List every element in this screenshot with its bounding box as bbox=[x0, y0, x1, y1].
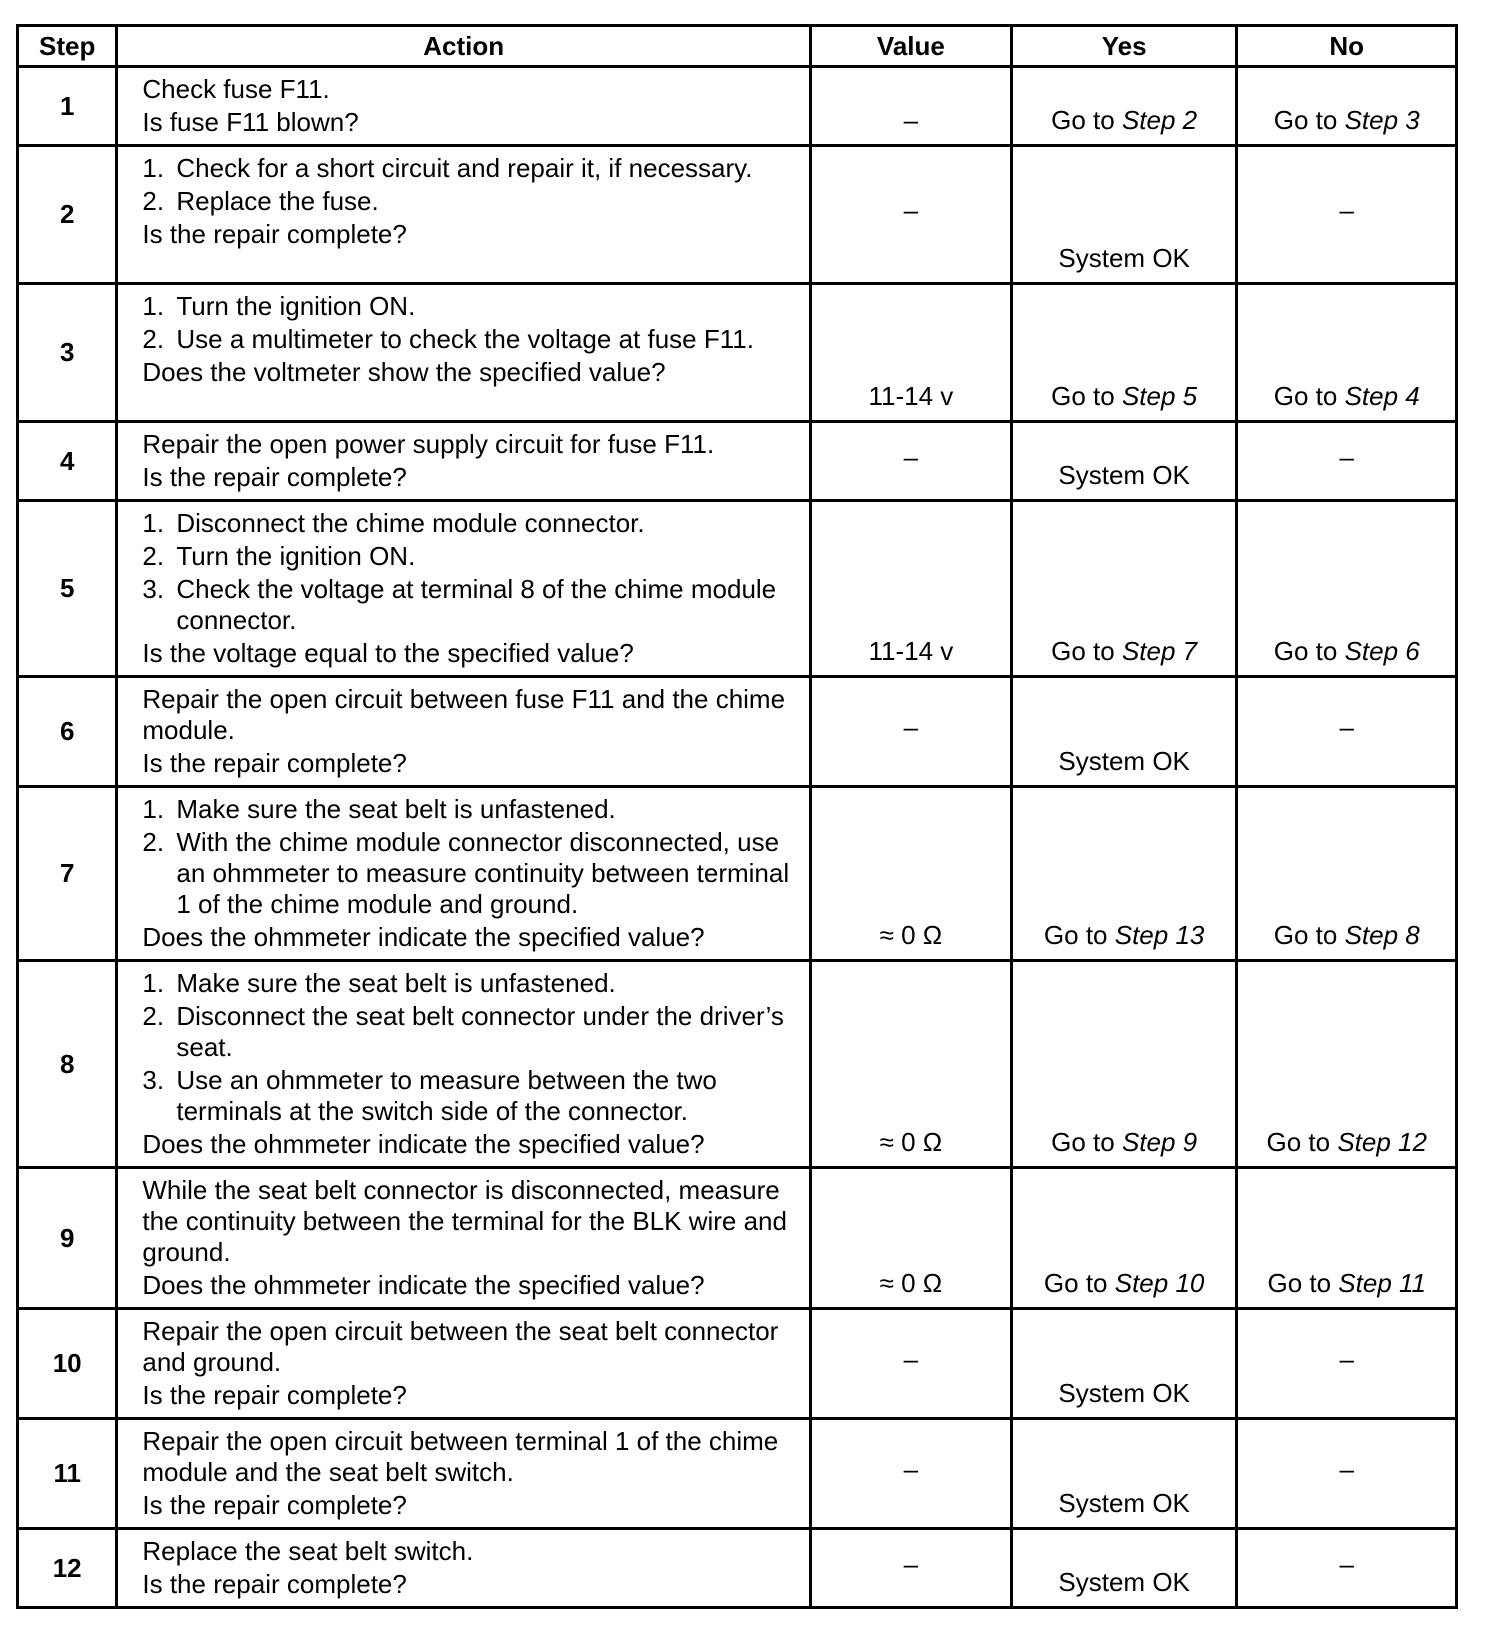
action-text: Repair the open circuit between fuse F11 and the chime module. bbox=[142, 684, 786, 745]
action-question: Does the ohmmeter indicate the specified value? bbox=[142, 1270, 705, 1300]
action-text: Check fuse F11. bbox=[142, 74, 330, 104]
action-numbered-item: 3. Check the voltage at terminal 8 of the chime module connector. bbox=[142, 574, 777, 635]
no-cell: – bbox=[1237, 1529, 1457, 1608]
table-row bbox=[18, 961, 1457, 1168]
value-cell: 11-14 v bbox=[810, 501, 1011, 677]
no-cell: – bbox=[1237, 422, 1457, 501]
step-reference: Step 12 bbox=[1337, 1127, 1427, 1157]
step-number: 2 bbox=[18, 146, 117, 284]
step-reference: Step 8 bbox=[1344, 920, 1420, 950]
yes-cell: Go to Step 7 bbox=[1011, 501, 1237, 677]
step-reference: Step 11 bbox=[1338, 1268, 1426, 1298]
item-number: 3. bbox=[142, 574, 165, 604]
action-numbered-item: 1. Make sure the seat belt is unfastened. bbox=[142, 968, 616, 998]
yes-cell: System OK bbox=[1011, 1419, 1237, 1529]
table-row bbox=[18, 677, 1457, 787]
action-question: Is the repair complete? bbox=[142, 462, 407, 492]
action-question: Is the repair complete? bbox=[142, 1490, 407, 1520]
value-cell: – bbox=[810, 422, 1011, 501]
no-cell: Go to Step 6 bbox=[1237, 501, 1457, 677]
header-no: No bbox=[1237, 26, 1457, 67]
yes-cell: System OK bbox=[1011, 422, 1237, 501]
action-numbered-item: 3. Use an ohmmeter to measure between the two terminals at the switch side of the connector. bbox=[142, 1065, 717, 1126]
value-cell: – bbox=[810, 1419, 1011, 1529]
item-number: 1. bbox=[142, 794, 165, 824]
no-cell: – bbox=[1237, 146, 1457, 284]
yes-cell: Go to Step 5 bbox=[1011, 284, 1237, 422]
action-question: Is the repair complete? bbox=[142, 1569, 407, 1599]
step-number: 6 bbox=[18, 677, 117, 787]
step-reference: Step 6 bbox=[1344, 636, 1420, 666]
item-number: 2. bbox=[142, 1001, 165, 1031]
item-number: 2. bbox=[142, 827, 165, 857]
value-cell: ≈ 0 Ω bbox=[810, 961, 1011, 1168]
table-row bbox=[18, 422, 1457, 501]
action-numbered-item: 1. Check for a short circuit and repair it, if necessary. bbox=[142, 153, 753, 183]
step-reference: Step 3 bbox=[1344, 105, 1420, 135]
action-cell bbox=[117, 677, 811, 787]
action-question: Does the ohmmeter indicate the specified value? bbox=[142, 1129, 705, 1159]
value-cell: – bbox=[810, 67, 1011, 146]
step-reference: Step 7 bbox=[1121, 636, 1198, 666]
item-number: 1. bbox=[142, 968, 165, 998]
step-reference: Step 5 bbox=[1121, 381, 1198, 411]
step-number: 9 bbox=[18, 1168, 117, 1309]
yes-cell: Go to Step 10 bbox=[1011, 1168, 1237, 1309]
item-number: 2. bbox=[142, 541, 165, 571]
table-row bbox=[18, 284, 1457, 422]
action-cell bbox=[117, 501, 811, 677]
action-cell bbox=[117, 1529, 811, 1608]
yes-cell: System OK bbox=[1011, 146, 1237, 284]
action-question: Is the repair complete? bbox=[142, 748, 407, 778]
action-numbered-item: 2. With the chime module connector disconnected, use an ohmmeter to measure continuity between terminal 1 of the chime module and ground. bbox=[142, 827, 790, 919]
header-action: Action bbox=[117, 26, 811, 67]
action-question: Is the voltage equal to the specified value? bbox=[142, 638, 634, 668]
action-numbered-item: 2. Replace the fuse. bbox=[142, 186, 379, 216]
item-number: 3. bbox=[142, 1065, 165, 1095]
value-cell: 11-14 v bbox=[810, 284, 1011, 422]
header-row bbox=[18, 26, 1457, 67]
value-cell: – bbox=[810, 1309, 1011, 1419]
action-cell bbox=[117, 1309, 811, 1419]
no-cell: Go to Step 4 bbox=[1237, 284, 1457, 422]
action-text: Repair the open circuit between the seat belt connector and ground. bbox=[142, 1316, 779, 1377]
step-reference: Step 13 bbox=[1114, 920, 1205, 950]
item-number: 1. bbox=[142, 153, 165, 183]
action-numbered-item: 1. Make sure the seat belt is unfastened. bbox=[142, 794, 616, 824]
no-cell: Go to Step 11 bbox=[1237, 1168, 1457, 1309]
step-number: 8 bbox=[18, 961, 117, 1168]
value-cell: – bbox=[810, 1529, 1011, 1608]
yes-cell: System OK bbox=[1011, 1529, 1237, 1608]
action-cell bbox=[117, 284, 811, 422]
step-number: 7 bbox=[18, 787, 117, 961]
action-cell bbox=[117, 67, 811, 146]
item-number: 1. bbox=[142, 508, 165, 538]
table-row bbox=[18, 1529, 1457, 1608]
step-reference: Step 4 bbox=[1344, 381, 1420, 411]
value-cell: ≈ 0 Ω bbox=[810, 787, 1011, 961]
action-cell bbox=[117, 146, 811, 284]
action-question: Is the repair complete? bbox=[142, 1380, 407, 1410]
item-number: 2. bbox=[142, 186, 165, 216]
action-question: Does the ohmmeter indicate the specified value? bbox=[142, 922, 705, 952]
step-number: 3 bbox=[18, 284, 117, 422]
table-row bbox=[18, 146, 1457, 284]
action-numbered-item: 1. Turn the ignition ON. bbox=[142, 291, 416, 321]
action-text: Replace the seat belt switch. bbox=[142, 1536, 474, 1566]
value-cell: – bbox=[810, 146, 1011, 284]
no-cell: – bbox=[1237, 1309, 1457, 1419]
item-number: 2. bbox=[142, 324, 165, 354]
table-body bbox=[18, 67, 1457, 1608]
table-row bbox=[18, 1309, 1457, 1419]
no-cell: Go to Step 8 bbox=[1237, 787, 1457, 961]
item-number: 1. bbox=[142, 291, 165, 321]
yes-cell: Go to Step 13 bbox=[1011, 787, 1237, 961]
header-yes: Yes bbox=[1011, 26, 1237, 67]
value-cell: – bbox=[810, 677, 1011, 787]
no-cell: – bbox=[1237, 1419, 1457, 1529]
action-text: Repair the open power supply circuit for fuse F11. bbox=[142, 429, 715, 459]
table-row bbox=[18, 1168, 1457, 1309]
action-text: Repair the open circuit between terminal 1 of the chime module and the seat belt switch. bbox=[142, 1426, 779, 1487]
step-number: 5 bbox=[18, 501, 117, 677]
step-reference: Step 2 bbox=[1121, 105, 1198, 135]
table-row bbox=[18, 1419, 1457, 1529]
action-text: While the seat belt connector is disconnected, measure the continuity between the terminal for the BLK wire and ground. bbox=[142, 1175, 787, 1267]
value-cell: ≈ 0 Ω bbox=[810, 1168, 1011, 1309]
action-cell bbox=[117, 1419, 811, 1529]
action-cell bbox=[117, 787, 811, 961]
step-number: 12 bbox=[18, 1529, 117, 1608]
yes-cell: System OK bbox=[1011, 677, 1237, 787]
action-cell bbox=[117, 422, 811, 501]
table-row bbox=[18, 787, 1457, 961]
action-numbered-item: 1. Disconnect the chime module connector. bbox=[142, 508, 645, 538]
step-number: 4 bbox=[18, 422, 117, 501]
action-numbered-item: 2. Turn the ignition ON. bbox=[142, 541, 416, 571]
action-numbered-item: 2. Disconnect the seat belt connector under the driver’s seat. bbox=[142, 1001, 784, 1062]
step-number: 11 bbox=[18, 1419, 117, 1529]
action-question: Is the repair complete? bbox=[142, 219, 407, 249]
header-value: Value bbox=[810, 26, 1011, 67]
table-row bbox=[18, 501, 1457, 677]
diagnostic-table bbox=[16, 24, 1458, 1609]
action-question: Is fuse F11 blown? bbox=[142, 107, 359, 137]
action-cell bbox=[117, 1168, 811, 1309]
action-cell bbox=[117, 961, 811, 1168]
step-number: 1 bbox=[18, 67, 117, 146]
action-question: Does the voltmeter show the specified value? bbox=[142, 357, 666, 387]
no-cell: Go to Step 12 bbox=[1237, 961, 1457, 1168]
action-numbered-item: 2. Use a multimeter to check the voltage at fuse F11. bbox=[142, 324, 754, 354]
yes-cell: Go to Step 2 bbox=[1011, 67, 1237, 146]
no-cell: Go to Step 3 bbox=[1237, 67, 1457, 146]
table-row bbox=[18, 67, 1457, 146]
yes-cell: System OK bbox=[1011, 1309, 1237, 1419]
step-reference: Step 10 bbox=[1114, 1268, 1205, 1298]
yes-cell: Go to Step 9 bbox=[1011, 961, 1237, 1168]
no-cell: – bbox=[1237, 677, 1457, 787]
header-step: Step bbox=[18, 26, 117, 67]
step-number: 10 bbox=[18, 1309, 117, 1419]
step-reference: Step 9 bbox=[1121, 1127, 1198, 1157]
